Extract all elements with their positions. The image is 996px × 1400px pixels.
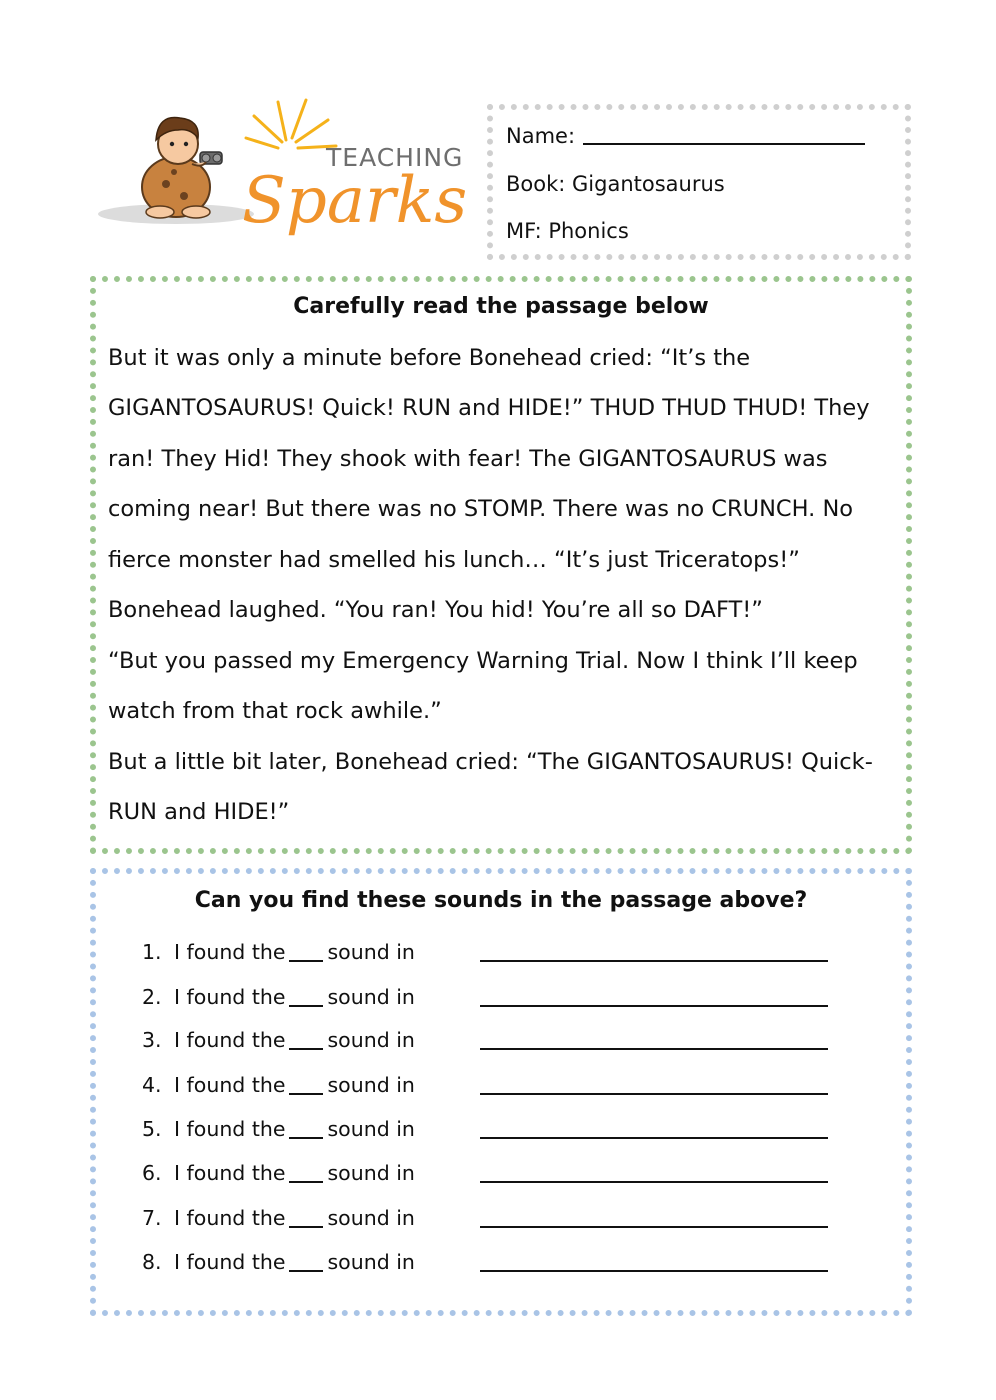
sound-blank[interactable] [289,1005,323,1007]
teaching-sparks-logo [96,92,476,242]
name-blank[interactable] [583,143,865,145]
sound-blank[interactable] [289,1181,323,1183]
answer-blank[interactable] [480,1093,828,1095]
question-prefix: I found the [174,940,286,964]
name-field[interactable] [506,124,865,148]
answer-blank[interactable] [480,1048,828,1050]
question-number: 2. [142,985,162,1009]
sound-blank[interactable] [289,1226,323,1228]
name-label: Name: [506,124,576,148]
question-prefix: I found the [174,1250,286,1274]
passage-line: fierce monster had smelled his lunch… “It’s just Triceratops!” [108,547,800,573]
passage-box [90,276,912,854]
sound-blank[interactable] [289,960,323,962]
question-number: 7. [142,1206,162,1230]
question-number: 1. [142,940,162,964]
answer-blank[interactable] [480,1137,828,1139]
passage-line: RUN and HIDE!” [108,799,290,825]
mf-label: MF: Phonics [506,219,629,243]
question-number: 4. [142,1073,162,1097]
question-prefix: I found the [174,985,286,1009]
question-suffix: sound in [327,1073,415,1097]
question-suffix: sound in [327,1161,415,1185]
question-text [174,1206,415,1230]
question-number: 6. [142,1161,162,1185]
logo-bottom-word: Sparks [242,164,468,238]
question-prefix: I found the [174,1073,286,1097]
question-text [174,1250,415,1274]
passage-line: But it was only a minute before Bonehead cried: “It’s the [108,345,751,371]
question-text [174,1117,415,1141]
question-text [174,1161,415,1185]
passage-line: ran! They Hid! They shook with fear! The GIGANTOSAURUS was [108,446,828,472]
question-number: 8. [142,1250,162,1274]
passage-line: Bonehead laughed. “You ran! You hid! You’re all so DAFT!” [108,597,763,623]
passage-line: GIGANTOSAURUS! Quick! RUN and HIDE!” THUD THUD THUD! They [108,395,870,421]
question-number: 5. [142,1117,162,1141]
logo-top-word: TEACHING [326,143,464,172]
answer-blank[interactable] [480,960,828,962]
question-suffix: sound in [327,1250,415,1274]
passage-title: Carefully read the passage below [293,294,709,319]
question-text [174,1028,415,1052]
question-prefix: I found the [174,1028,286,1052]
sounds-title: Can you find these sounds in the passage above? [194,888,808,913]
answer-blank[interactable] [480,1005,828,1007]
question-prefix: I found the [174,1117,286,1141]
sound-blank[interactable] [289,1048,323,1050]
sun-rays-icon [246,100,336,148]
passage-line: “But you passed my Emergency Warning Trial. Now I think I’ll keep [108,648,858,674]
book-label: Book: Gigantosaurus [506,172,725,196]
answer-blank[interactable] [480,1181,828,1183]
question-text [174,985,415,1009]
question-suffix: sound in [327,1117,415,1141]
question-suffix: sound in [327,1028,415,1052]
sound-blank[interactable] [289,1093,323,1095]
question-number: 3. [142,1028,162,1052]
question-text [174,1073,415,1097]
passage-line: But a little bit later, Bonehead cried: “The GIGANTOSAURUS! Quick- [108,749,873,775]
question-suffix: sound in [327,940,415,964]
question-prefix: I found the [174,1206,286,1230]
question-prefix: I found the [174,1161,286,1185]
sounds-box [90,868,912,1316]
sound-blank[interactable] [289,1137,323,1139]
answer-blank[interactable] [480,1270,828,1272]
passage-line: watch from that rock awhile.” [108,698,442,724]
sound-blank[interactable] [289,1270,323,1272]
student-info-box [487,104,911,260]
answer-blank[interactable] [480,1226,828,1228]
question-text [174,940,415,964]
question-suffix: sound in [327,1206,415,1230]
caveman-icon [142,117,222,218]
question-suffix: sound in [327,985,415,1009]
passage-line: coming near! But there was no STOMP. There was no CRUNCH. No [108,496,854,522]
